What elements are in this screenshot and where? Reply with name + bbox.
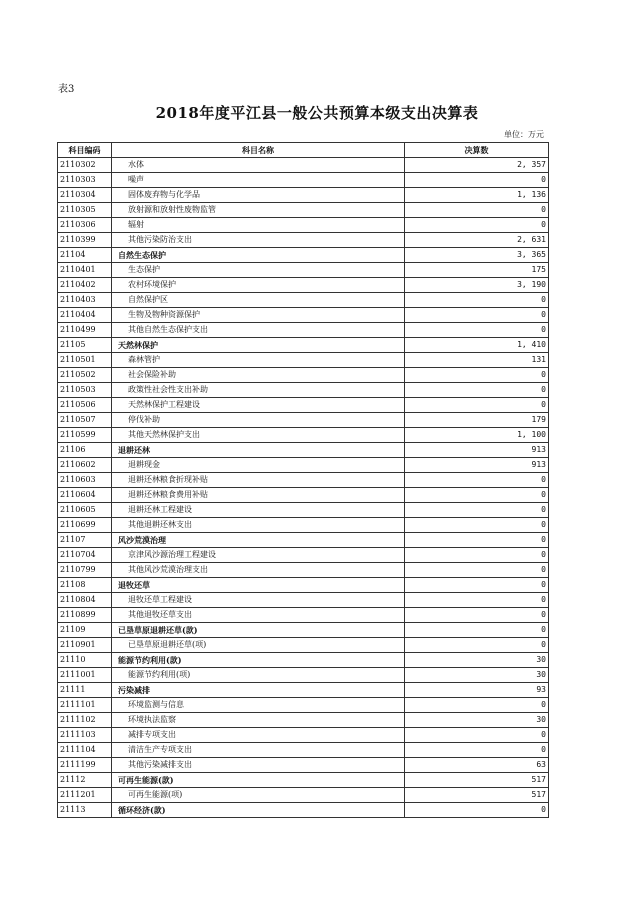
row-name: 退耕现金 [112,458,405,473]
row-code: 2110503 [58,383,112,398]
table-row [58,188,549,203]
table-row [58,488,549,503]
row-code: 2111102 [58,713,112,728]
row-amount: 0 [405,368,549,383]
row-code: 2110799 [58,563,112,578]
row-amount: 1, 100 [405,428,549,443]
table-row [58,788,549,803]
row-code: 21106 [58,443,112,458]
table-row [58,683,549,698]
table-row [58,413,549,428]
row-name: 天然林保护工程建设 [112,398,405,413]
unit-label: 单位：万元 [504,130,544,139]
row-amount: 0 [405,608,549,623]
row-amount: 30 [405,668,549,683]
row-name: 其他退耕还林支出 [112,518,405,533]
row-name: 污染减排 [112,683,405,698]
row-name: 其他污染减排支出 [112,758,405,773]
header-name: 科目名称 [112,143,405,158]
row-name: 能源节约利用(项) [112,668,405,683]
row-amount: 175 [405,263,549,278]
row-code: 21108 [58,578,112,593]
row-code: 2110599 [58,428,112,443]
row-amount: 0 [405,533,549,548]
row-code: 2111103 [58,728,112,743]
row-code: 2110401 [58,263,112,278]
row-name: 其他退牧还草支出 [112,608,405,623]
row-amount: 0 [405,293,549,308]
row-name: 噪声 [112,173,405,188]
row-name: 农村环境保护 [112,278,405,293]
row-name: 清洁生产专项支出 [112,743,405,758]
table-row [58,653,549,668]
table-row [58,218,549,233]
row-amount: 0 [405,173,549,188]
row-name: 社会保险补助 [112,368,405,383]
table-row [58,203,549,218]
table-row [58,758,549,773]
row-amount: 913 [405,443,549,458]
row-amount: 517 [405,773,549,788]
row-amount: 0 [405,473,549,488]
row-name: 放射源和放射性废物监管 [112,203,405,218]
row-code: 2110605 [58,503,112,518]
row-name: 环境监测与信息 [112,698,405,713]
row-code: 21107 [58,533,112,548]
row-amount: 0 [405,803,549,818]
row-code: 2110704 [58,548,112,563]
table-label: 表3 [58,84,75,95]
row-code: 2110506 [58,398,112,413]
row-code: 21110 [58,653,112,668]
row-code: 2110507 [58,413,112,428]
row-code: 21112 [58,773,112,788]
row-name: 其他污染防治支出 [112,233,405,248]
row-code: 21113 [58,803,112,818]
row-name: 环境执法监察 [112,713,405,728]
row-code: 2110899 [58,608,112,623]
table-row [58,263,549,278]
row-name: 退耕还林粮食折现补贴 [112,473,405,488]
row-name: 能源节约利用(款) [112,653,405,668]
table-row [58,803,549,818]
row-amount: 1, 136 [405,188,549,203]
table-row [58,398,549,413]
table-row [58,278,549,293]
row-name: 可再生能源(款) [112,773,405,788]
row-amount: 0 [405,503,549,518]
row-amount: 517 [405,788,549,803]
row-code: 21111 [58,683,112,698]
row-amount: 179 [405,413,549,428]
row-name: 自然生态保护 [112,248,405,263]
row-amount: 93 [405,683,549,698]
row-code: 2110403 [58,293,112,308]
row-amount: 0 [405,638,549,653]
table-row [58,533,549,548]
row-amount: 0 [405,398,549,413]
row-amount: 0 [405,698,549,713]
row-code: 2110305 [58,203,112,218]
table-row [58,473,549,488]
table-row [58,308,549,323]
row-amount: 913 [405,458,549,473]
row-code: 2110399 [58,233,112,248]
table-row [58,668,549,683]
row-amount: 0 [405,623,549,638]
row-name: 其他天然林保护支出 [112,428,405,443]
row-amount: 0 [405,308,549,323]
header-code: 科目编码 [58,143,112,158]
row-amount: 1, 410 [405,338,549,353]
header-amount: 决算数 [405,143,549,158]
row-amount: 0 [405,488,549,503]
row-code: 2110699 [58,518,112,533]
table-row [58,158,549,173]
row-code: 2110603 [58,473,112,488]
row-amount: 0 [405,218,549,233]
row-code: 2111104 [58,743,112,758]
row-amount: 30 [405,653,549,668]
row-name: 京津风沙源治理工程建设 [112,548,405,563]
row-amount: 2, 357 [405,158,549,173]
row-name: 固体废弃物与化学品 [112,188,405,203]
table-row [58,713,549,728]
row-code: 2110306 [58,218,112,233]
row-code: 2110901 [58,638,112,653]
row-amount: 0 [405,323,549,338]
table-row [58,233,549,248]
row-name: 自然保护区 [112,293,405,308]
table-row [58,173,549,188]
table-row [58,323,549,338]
table-row [58,743,549,758]
row-name: 天然林保护 [112,338,405,353]
row-name: 减排专项支出 [112,728,405,743]
table-row [58,503,549,518]
row-code: 21105 [58,338,112,353]
table-row [58,518,549,533]
row-amount: 131 [405,353,549,368]
table-row [58,368,549,383]
row-code: 2111199 [58,758,112,773]
table-row [58,248,549,263]
row-amount: 63 [405,758,549,773]
table-row [58,578,549,593]
row-name: 退耕还林粮食费用补贴 [112,488,405,503]
table-row [58,773,549,788]
row-amount: 0 [405,728,549,743]
row-amount: 3, 190 [405,278,549,293]
table-row [58,728,549,743]
table-row [58,548,549,563]
row-amount: 0 [405,518,549,533]
budget-table [57,142,549,818]
row-name: 森林管护 [112,353,405,368]
table-row [58,608,549,623]
row-name: 水体 [112,158,405,173]
table-row [58,338,549,353]
table-row [58,383,549,398]
row-name: 停伐补助 [112,413,405,428]
table-row [58,443,549,458]
row-amount: 30 [405,713,549,728]
row-code: 2110501 [58,353,112,368]
row-amount: 0 [405,578,549,593]
row-name: 已垦草原退耕还草(款) [112,623,405,638]
row-amount: 3, 365 [405,248,549,263]
row-amount: 0 [405,563,549,578]
table-row [58,638,549,653]
row-name: 退牧还草工程建设 [112,593,405,608]
row-name: 可再生能源(项) [112,788,405,803]
row-amount: 0 [405,203,549,218]
table-row [58,593,549,608]
table-row [58,458,549,473]
row-code: 2110804 [58,593,112,608]
row-code: 21109 [58,623,112,638]
row-code: 2111201 [58,788,112,803]
row-code: 2110502 [58,368,112,383]
row-code: 2110404 [58,308,112,323]
row-code: 2110602 [58,458,112,473]
row-code: 2110304 [58,188,112,203]
row-name: 已垦草原退耕还草(项) [112,638,405,653]
row-name: 退耕还林工程建设 [112,503,405,518]
table-row [58,428,549,443]
table-row [58,623,549,638]
page-title: 2018年度平江县一般公共预算本级支出决算表 [155,104,479,122]
row-code: 2110303 [58,173,112,188]
row-amount: 2, 631 [405,233,549,248]
row-code: 21104 [58,248,112,263]
table-body [58,158,549,818]
row-name: 退耕还林 [112,443,405,458]
row-code: 2110604 [58,488,112,503]
table-row [58,293,549,308]
row-name: 风沙荒漠治理 [112,533,405,548]
row-amount: 0 [405,383,549,398]
row-amount: 0 [405,593,549,608]
row-code: 2111001 [58,668,112,683]
table-row [58,563,549,578]
row-name: 政策性社会性支出补助 [112,383,405,398]
row-name: 生态保护 [112,263,405,278]
row-name: 退牧还草 [112,578,405,593]
row-amount: 0 [405,743,549,758]
row-code: 2110402 [58,278,112,293]
table-header-row [58,143,549,158]
row-code: 2110302 [58,158,112,173]
row-amount: 0 [405,548,549,563]
table-row [58,698,549,713]
row-name: 其他自然生态保护支出 [112,323,405,338]
table-row [58,353,549,368]
row-name: 辐射 [112,218,405,233]
row-code: 2110499 [58,323,112,338]
row-code: 2111101 [58,698,112,713]
row-name: 循环经济(款) [112,803,405,818]
row-name: 其他风沙荒漠治理支出 [112,563,405,578]
row-name: 生物及物种资源保护 [112,308,405,323]
